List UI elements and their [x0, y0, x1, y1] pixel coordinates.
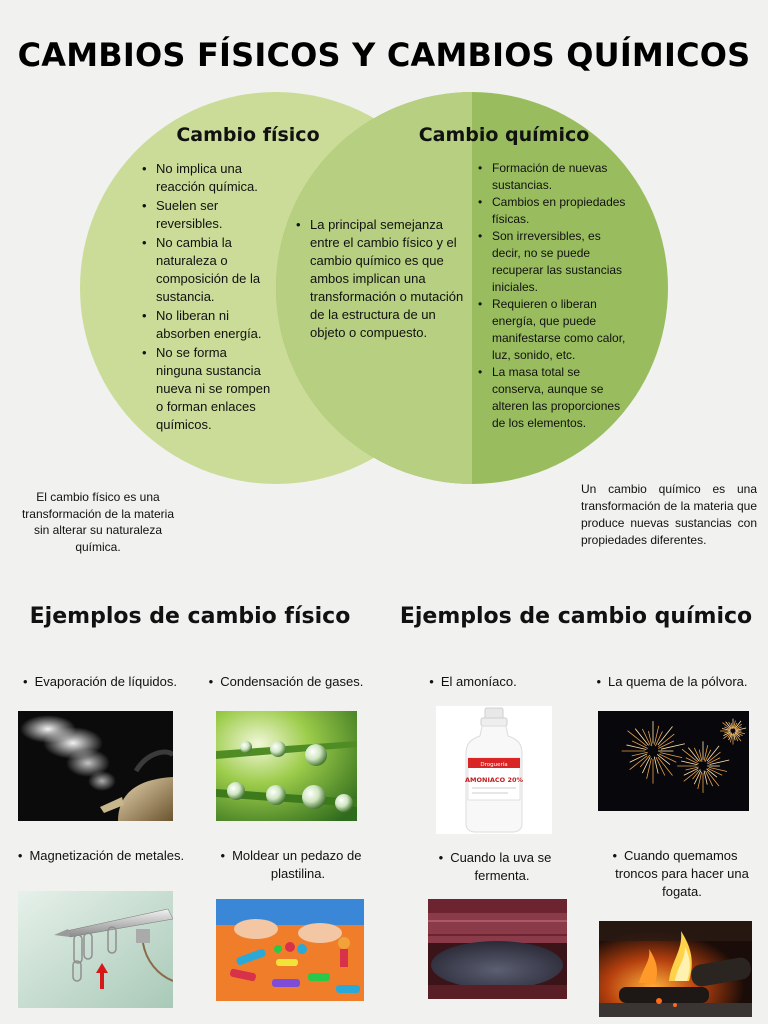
list-item: • Cambios en propiedades físicas. — [476, 194, 626, 228]
magnet-paperclips-image — [18, 891, 173, 1008]
dew-drops-image — [216, 711, 357, 821]
plasticine-image — [216, 899, 364, 1001]
example-label-fogata: • Cuando quemamos troncos para hacer una fogata. — [612, 848, 749, 899]
example-label-polvora: • La quema de la pólvora. — [596, 674, 748, 689]
bonfire-image — [599, 921, 752, 1017]
list-fisico — [140, 160, 275, 435]
list-quimico — [476, 160, 626, 432]
venn-heading-quimico: Cambio químico — [418, 124, 590, 146]
wine-barrel-image — [428, 899, 567, 999]
section-heading-fisico: Ejemplos de cambio físico — [29, 604, 351, 629]
list-item: • Requieren o liberan energía, que puede manifestarse como calor, luz, sonido, etc. — [476, 296, 626, 364]
example-text: Condensación de gases. — [220, 674, 364, 689]
venn-heading-fisico: Cambio físico — [176, 124, 320, 146]
list-item: • No implica una reacción química. — [140, 160, 275, 196]
list-item: • Suelen ser reversibles. — [140, 197, 275, 233]
definition-quimico: Un cambio químico es una transformación de la materia que produce nuevas sustancias con propiedades diferentes. — [581, 482, 757, 547]
example-text: Cuando quemamos troncos para hacer una fogata. — [615, 848, 749, 899]
list-item: • No cambia la naturaleza o composición de la sustancia. — [140, 234, 275, 306]
list-item: • Formación de nuevas sustancias. — [476, 160, 626, 194]
list-semejanza — [294, 216, 469, 342]
example-label-magnetizacion: • Magnetización de metales. — [17, 848, 185, 863]
page-title: CAMBIOS FÍSICOS Y CAMBIOS QUÍMICOS — [17, 36, 751, 74]
fireworks-image — [598, 711, 749, 811]
example-text: La quema de la pólvora. — [608, 674, 748, 689]
example-label-amoniaco: • El amoníaco. — [429, 674, 517, 689]
example-label-condensacion: • Condensación de gases. — [208, 674, 364, 689]
example-text: El amoníaco. — [440, 674, 517, 689]
example-label-uva: • Cuando la uva se fermenta. — [438, 850, 552, 883]
example-text: Moldear un pedazo de plastilina. — [232, 848, 362, 881]
list-item: • No se forma ninguna sustancia nueva ni se rompen o forman enlaces químicos. — [140, 344, 275, 434]
example-label-evaporacion: • Evaporación de líquidos. — [23, 674, 177, 689]
example-text: Cuando la uva se fermenta. — [450, 850, 552, 883]
bottle-brand-text: Droguería — [480, 762, 508, 768]
example-label-plastilina: • Moldear un pedazo de plastilina. — [220, 848, 362, 881]
example-text: Magnetización de metales. — [29, 848, 185, 863]
definition-fisico: El cambio físico es una transformación de la materia sin alterar su naturaleza química. — [21, 490, 175, 554]
bottle-label-text: AMONIACO 20% — [464, 776, 524, 784]
example-text: Evaporación de líquidos. — [34, 674, 177, 689]
section-heading-quimico: Ejemplos de cambio químico — [399, 604, 753, 629]
kettle-steam-image — [18, 711, 173, 821]
list-item: • No liberan ni absorben energía. — [140, 307, 275, 343]
list-item: • La principal semejanza entre el cambio físico y el cambio químico es que ambos implican una transformación o mutación de la estructura de un objeto o compuesto. — [294, 216, 469, 342]
ammonia-bottle-image — [436, 706, 552, 834]
list-item: • Son irreversibles, es decir, no se puede recuperar las sustancias iniciales. — [476, 228, 626, 296]
list-item: • La masa total se conserva, aunque se alteren las proporciones de los elementos. — [476, 364, 626, 432]
